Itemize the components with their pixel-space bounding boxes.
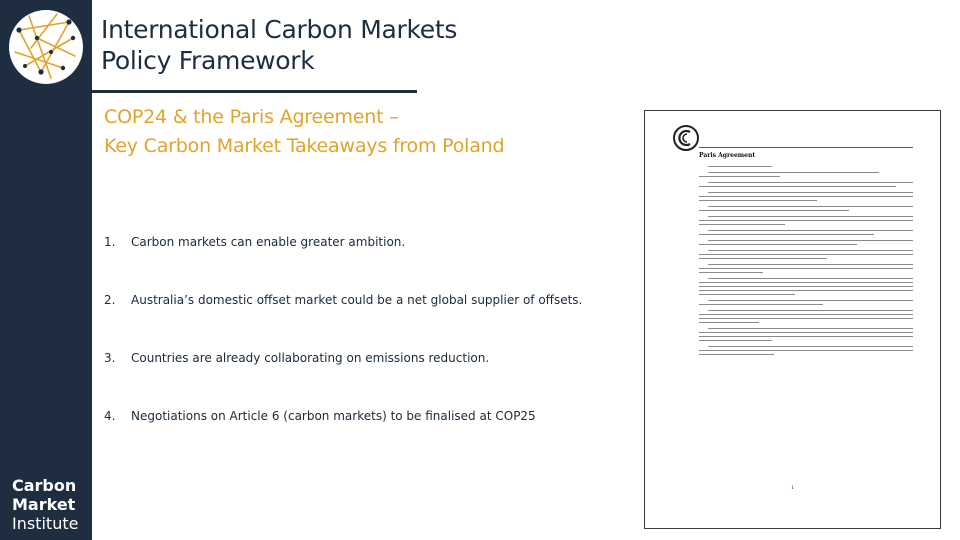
page-title-line1: International Carbon Markets: [101, 15, 458, 44]
paris-agreement-document-image: [644, 110, 941, 529]
carbon-market-institute-logo-icon: [7, 8, 85, 86]
page-title-line2: Policy Framework: [101, 46, 315, 75]
list-item-number: 1.: [104, 235, 116, 249]
document-page-number: 1: [791, 485, 795, 491]
list-item-text: Australia’s domestic offset market could be a net global supplier of offsets.: [131, 293, 583, 307]
list-item-number: 3.: [104, 351, 116, 365]
document-header-rule: [699, 147, 913, 148]
institute-name-line3: Institute: [12, 514, 79, 533]
sidebar: [0, 0, 92, 540]
list-item-number: 2.: [104, 293, 116, 307]
institute-name-line1: Carbon: [12, 476, 77, 495]
document-heading: Paris Agreement: [699, 152, 756, 159]
section-subtitle-line1: COP24 & the Paris Agreement –: [104, 106, 399, 128]
list-item-text: Negotiations on Article 6 (carbon markets) to be finalised at COP25: [131, 409, 536, 423]
un-climate-change-emblem-icon: [671, 124, 701, 152]
list-item-number: 4.: [104, 409, 116, 423]
institute-name: [12, 476, 78, 533]
page-title: [101, 14, 457, 76]
section-subtitle-line2: Key Carbon Market Takeaways from Poland: [104, 135, 505, 157]
document-text-lines: [699, 166, 913, 360]
institute-name-line2: Market: [12, 495, 76, 514]
section-subtitle: [104, 103, 504, 161]
list-item-text: Countries are already collaborating on emissions reduction.: [131, 351, 490, 365]
title-divider: [92, 90, 417, 93]
list-item-text: Carbon markets can enable greater ambition.: [131, 235, 406, 249]
